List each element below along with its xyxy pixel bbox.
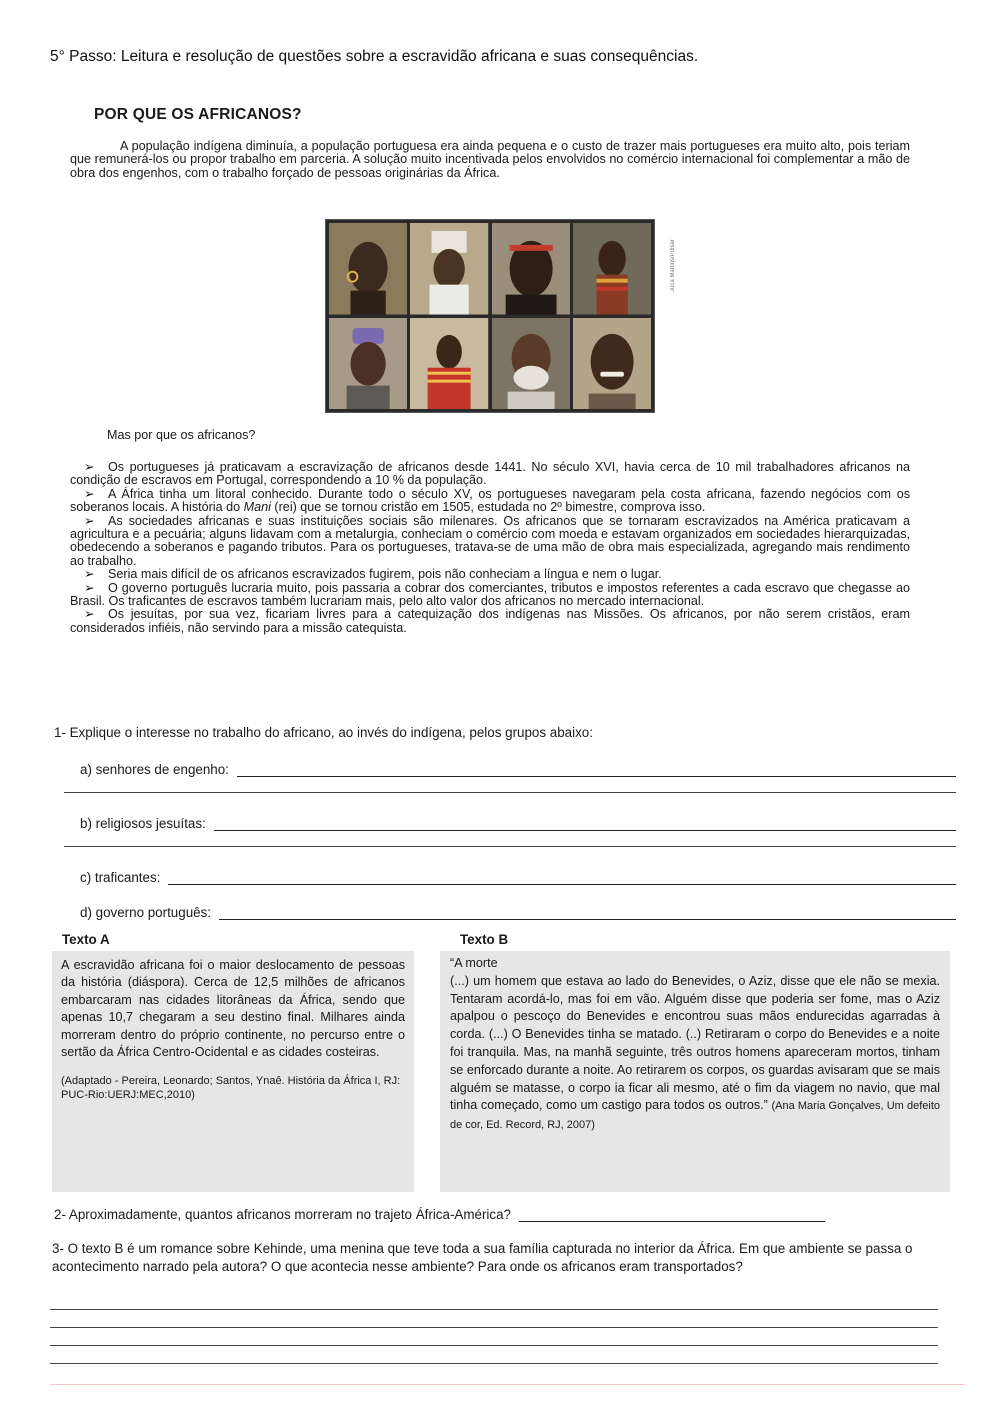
question-2[interactable] xyxy=(54,1207,944,1222)
list-item: ➢ Os jesuítas, por sua vez, ficariam livres para a catequização dos indígenas nas Missões. Os africanos, por não serem cristãos, eram considerados infiéis, não servindo para a missão catequista. xyxy=(70,607,910,635)
arrow-bullet-icon: ➢ xyxy=(84,580,95,595)
answer-d-label: d) governo português: xyxy=(80,905,212,920)
intro-paragraph: A população indígena diminuía, a população portuguesa era ainda pequena e o custo de trazer mais portugueses era muito alto, pois teriam que remunerá-los ou propor trabalho em parceria. A solução muito incentivada pelos envolvidos no comércio internacional foi complementar a mão de obra dos engenhos, com o trabalho forçado de pessoas originárias da África. xyxy=(70,139,910,180)
text-b-label: Texto B xyxy=(460,932,509,947)
question-2-answer-line[interactable] xyxy=(519,1210,825,1222)
step-heading: 5° Passo: Leitura e resolução de questões sobre a escravidão africana e suas consequências. xyxy=(50,48,699,65)
arrow-bullet-icon: ➢ xyxy=(84,607,95,622)
answer-d[interactable] xyxy=(80,905,956,920)
answer-a-extra-line[interactable] xyxy=(64,792,956,793)
answer-b[interactable] xyxy=(80,816,956,831)
answer-3-line[interactable] xyxy=(50,1309,938,1310)
arrow-bullet-icon: ➢ xyxy=(84,567,95,582)
portrait-photo xyxy=(329,318,407,410)
list-item: ➢ A África tinha um litoral conhecido. Durante todo o século XV, os portugueses navegaram pela costa africana, fazendo negócios com os soberanos locais. A história do Mani (rei) que se tornou cristão em 1505, estudada no 2º bimestre, comprova isso. xyxy=(70,486,910,515)
portrait-photo xyxy=(329,223,407,315)
arrow-bullet-icon: ➢ xyxy=(84,486,95,501)
text-a-source: (Adaptado - Pereira, Leonardo; Santos, Ynaê. História da África I, RJ: PUC-Rio:UERJ:MEC,2010) xyxy=(61,1075,401,1101)
text-a-label: Texto A xyxy=(62,932,110,947)
section-title: POR QUE OS AFRICANOS? xyxy=(94,106,302,123)
photo-credit: Juca Martins/Pulsar xyxy=(670,239,676,292)
portrait-photo xyxy=(573,223,651,315)
portrait-photo xyxy=(492,223,570,315)
arrow-bullet-icon: ➢ xyxy=(84,460,95,474)
answer-b-line[interactable] xyxy=(214,819,956,831)
text-b-heading: “A morte xyxy=(450,956,498,970)
portrait-photo xyxy=(410,318,488,410)
answer-c-line[interactable] xyxy=(168,873,956,885)
text-b-source: (Ana Maria Gonçalves, Um defeito de cor, Ed. Record, RJ, 2007) xyxy=(450,1100,941,1132)
answer-a[interactable] xyxy=(80,762,956,777)
bullet-list xyxy=(70,461,910,635)
answer-3-line[interactable] xyxy=(50,1327,938,1328)
text-b-body: (...) um homem que estava ao lado do Benevides, o Aziz, disse que ele não se mexia. Tentaram acordá-lo, mas foi em vão. Alguém disse que poderia ser fome, mas o Aziz apalpou o pescoço do Benevides e encontrou suas mãos endurecidas agarradas à corda. (...) O Benevides tinha se matado. (..) Retiraram o corpo do Benevides e a noite foi tranquila. Mas, na manhã seguinte, três outros homens apareceram mortos, tinham se enforcado durante a noite. Ao retirarem os corpos, os guardas avisaram que se mais alguém se matasse, o corpo ia ficar ali mesmo, até o fim da viagem no navio, que mal tinha começado, como um castigo para todos os outros.” (Ana Maria Gonçalves, Um defeito de cor, Ed. Record, RJ, 2007) xyxy=(450,973,941,1132)
answer-3-line[interactable] xyxy=(50,1345,938,1346)
footer-divider xyxy=(50,1384,965,1385)
text-a-body: A escravidão africana foi o maior deslocamento de pessoas da história (diáspora). Cerca de 12,5 milhões de africanos embarcaram nas cidades litorâneas da África, sendo que apenas 10,7 chegaram a seu destino final. Milhares ainda morreram dentro do próprio continente, no percurso entre o sertão da África Centro-Ocidental e as cidades costeiras. xyxy=(61,958,405,1060)
answer-b-label: b) religiosos jesuítas: xyxy=(80,816,206,831)
text-b-box xyxy=(440,951,950,1192)
answer-c-label: c) traficantes: xyxy=(80,870,161,885)
answer-c[interactable] xyxy=(80,870,956,885)
list-item: ➢ Os portugueses já praticavam a escravização de africanos desde 1441. No século XVI, havia cerca de 10 mil trabalhadores africanos na condição de escravos em Portugal, correspondendo a 10 % da população. xyxy=(70,460,910,488)
answer-a-line[interactable] xyxy=(237,765,956,777)
arrow-bullet-icon: ➢ xyxy=(84,513,95,528)
portrait-photo xyxy=(492,318,570,410)
portrait-collage xyxy=(325,219,655,413)
answer-b-extra-line[interactable] xyxy=(64,846,956,847)
portrait-photo xyxy=(410,223,488,315)
question-2-text: 2- Aproximadamente, quantos africanos morreram no trajeto África-América? xyxy=(54,1207,511,1222)
answer-a-label: a) senhores de engenho: xyxy=(80,762,229,777)
portrait-photo xyxy=(573,318,651,410)
answer-3-line[interactable] xyxy=(50,1363,938,1364)
list-item: ➢ As sociedades africanas e suas instituições sociais são milenares. Os africanos que se tornaram escravizados na América praticavam a agricultura e a pecuária; alguns lidavam com a metalurgia, conheciam o comércio com moeda e estavam organizados em sociedades hierarquizadas, obedecendo a soberanos e pagando tributos. Para os portugueses, tratava-se de uma mão de obra mais especializada, agregando mais rendimento ao trabalho. xyxy=(70,513,910,568)
collage-caption: Mas por que os africanos? xyxy=(107,428,256,442)
question-3: 3- O texto B é um romance sobre Kehinde, uma menina que teve toda a sua família capturada no interior da África. Em que ambiente se passa o acontecimento narrado pela autora? O que acontecia nesse ambiente? Para onde os africanos eram transportados? xyxy=(52,1241,913,1274)
text-a-box xyxy=(52,951,414,1192)
answer-d-line[interactable] xyxy=(219,908,956,920)
question-1: 1- Explique o interesse no trabalho do africano, ao invés do indígena, pelos grupos abaixo: xyxy=(54,725,593,740)
list-item: ➢ Seria mais difícil de os africanos escravizados fugirem, pois não conheciam a língua e nem o lugar. xyxy=(70,568,910,581)
list-item: ➢ O governo português lucraria muito, pois passaria a cobrar dos comerciantes, tributos e impostos referentes a cada escravo que chegasse ao Brasil. Os traficantes de escravos também lucrariam mais, pelo alto valor dos africanos no mercado internacional. xyxy=(70,580,910,609)
